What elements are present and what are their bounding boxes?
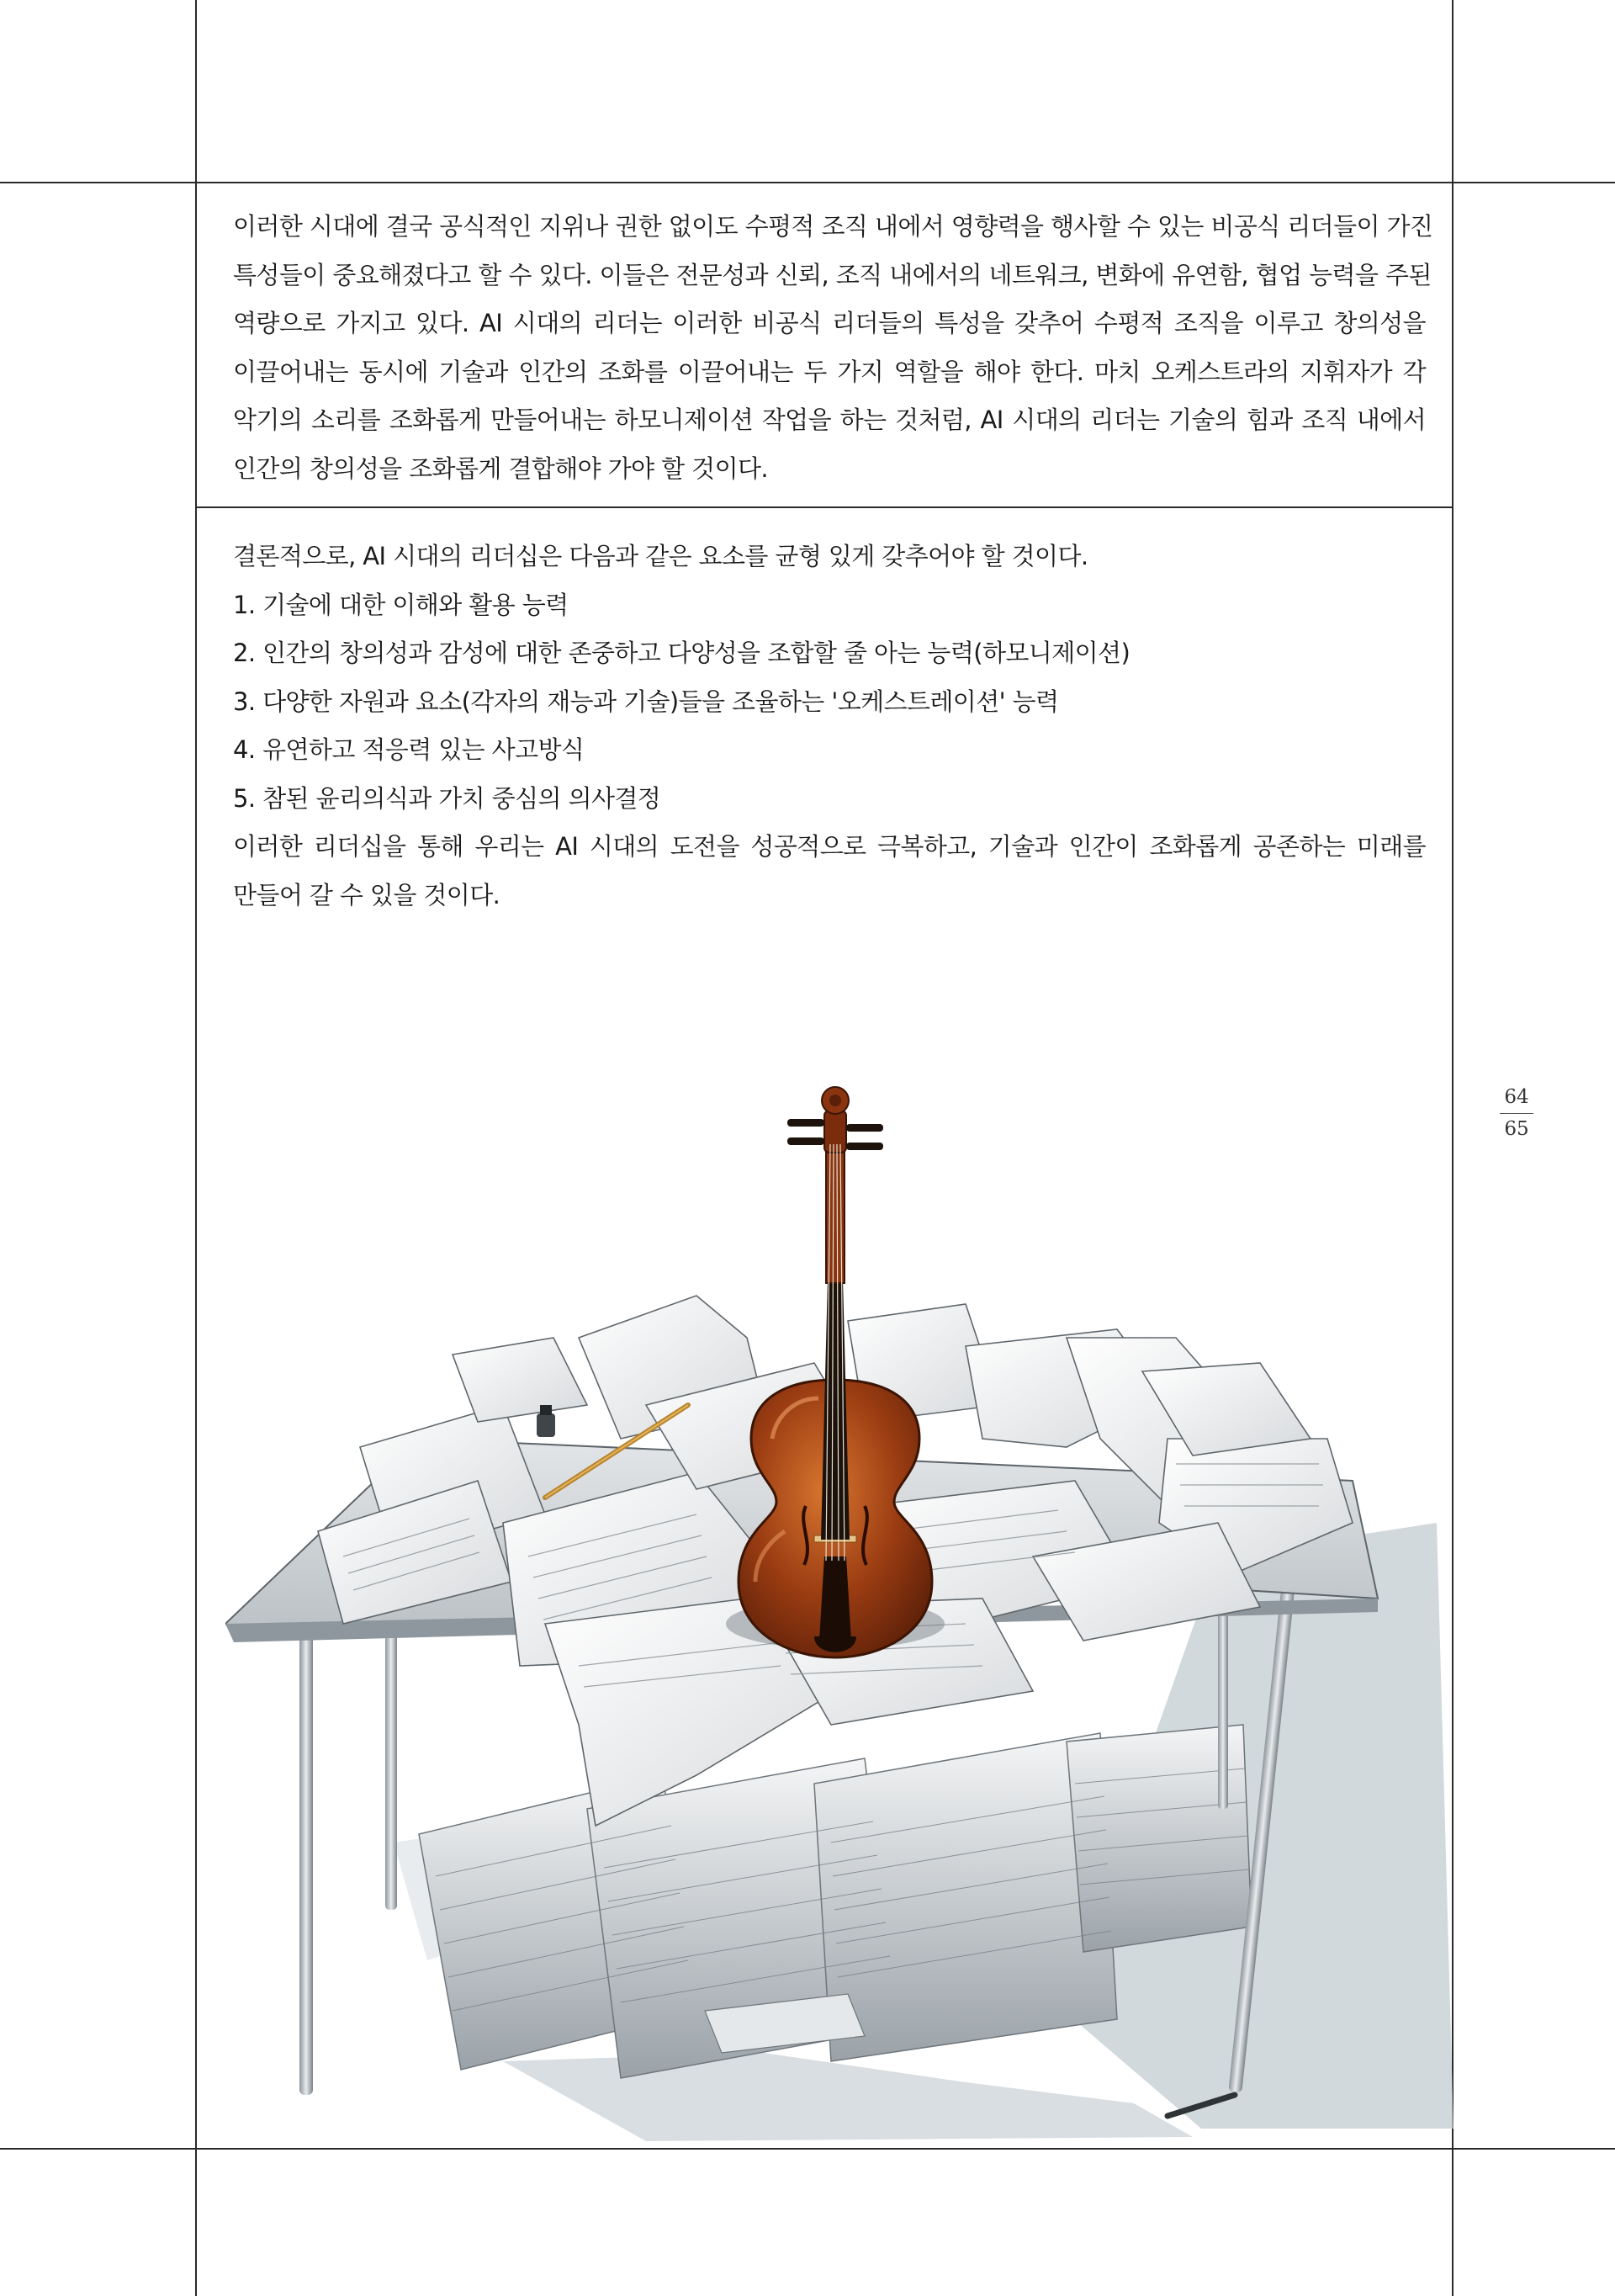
conclusion-list-item: 2. 인간의 창의성과 감성에 대한 존중하고 다양성을 조합할 줄 아는 능력(하모니제이션) xyxy=(233,639,1130,667)
conclusion-closing xyxy=(233,823,1426,920)
conclusion-list-item: 5. 참된 윤리의식과 가치 중심의 의사결정 xyxy=(233,783,661,813)
violin-on-desk-illustration xyxy=(225,1085,1454,2145)
page-number-separator xyxy=(1500,1113,1533,1114)
conclusion-list-item: 3. 다양한 자원과 요소(각자의 재능과 기술)들을 조율하는 '오케스트레이션' 능력 xyxy=(233,687,1059,716)
conclusion-list-item: 4. 유연하고 적응력 있는 사고방식 xyxy=(233,735,585,764)
section-divider-rule xyxy=(195,506,1454,508)
conclusion-intro: 결론적으로, AI 시대의 리더십은 다음과 같은 요소를 균형 있게 갖추어야 할 것이다. xyxy=(233,542,1088,570)
paragraph-1-line: 특성들이 중요해졌다고 할 수 있다. 이들은 전문성과 신뢰, 조직 내에서의 네트워크, 변화에 유연함, 협업 능력을 주된 xyxy=(233,260,1432,289)
page-number-right: 65 xyxy=(1504,1118,1529,1140)
paragraph-1-line: 역량으로 가지고 있다. AI 시대의 리더는 이러한 비공식 리더들의 특성을 갖추어 수평적 조직을 이루고 창의성을 xyxy=(233,309,1426,337)
page-number-left: 64 xyxy=(1504,1086,1529,1108)
body-paragraph-1 xyxy=(233,203,1433,493)
conclusion-section xyxy=(233,533,1426,823)
bottom-margin-rule xyxy=(0,2148,1615,2150)
page-numbers xyxy=(1496,1084,1537,1142)
paragraph-1-line: 인간의 창의성을 조화롭게 결합해야 가야 할 것이다. xyxy=(233,453,769,483)
conclusion-list-item: 1. 기술에 대한 이해와 활용 능력 xyxy=(233,590,569,619)
closing-line: 이러한 리더십을 통해 우리는 AI 시대의 도전을 성공적으로 극복하고, 기술과 인간이 조화롭게 공존하는 미래를 xyxy=(233,832,1426,861)
top-margin-rule xyxy=(0,182,1615,183)
left-margin-rule xyxy=(195,0,197,2296)
closing-line: 만들어 갈 수 있을 것이다. xyxy=(233,880,500,909)
paragraph-1-line: 이러한 시대에 결국 공식적인 지위나 권한 없이도 수평적 조직 내에서 영향력을 행사할 수 있는 비공식 리더들이 가진 xyxy=(233,212,1433,241)
paragraph-1-line: 이끌어내는 동시에 기술과 인간의 조화를 이끌어내는 두 가지 역할을 해야 한다. 마치 오케스트라의 지휘자가 각 xyxy=(233,357,1426,386)
paragraph-1-line: 악기의 소리를 조화롭게 만들어내는 하모니제이션 작업을 하는 것처럼, AI 시대의 리더는 기술의 힘과 조직 내에서 xyxy=(233,406,1426,434)
